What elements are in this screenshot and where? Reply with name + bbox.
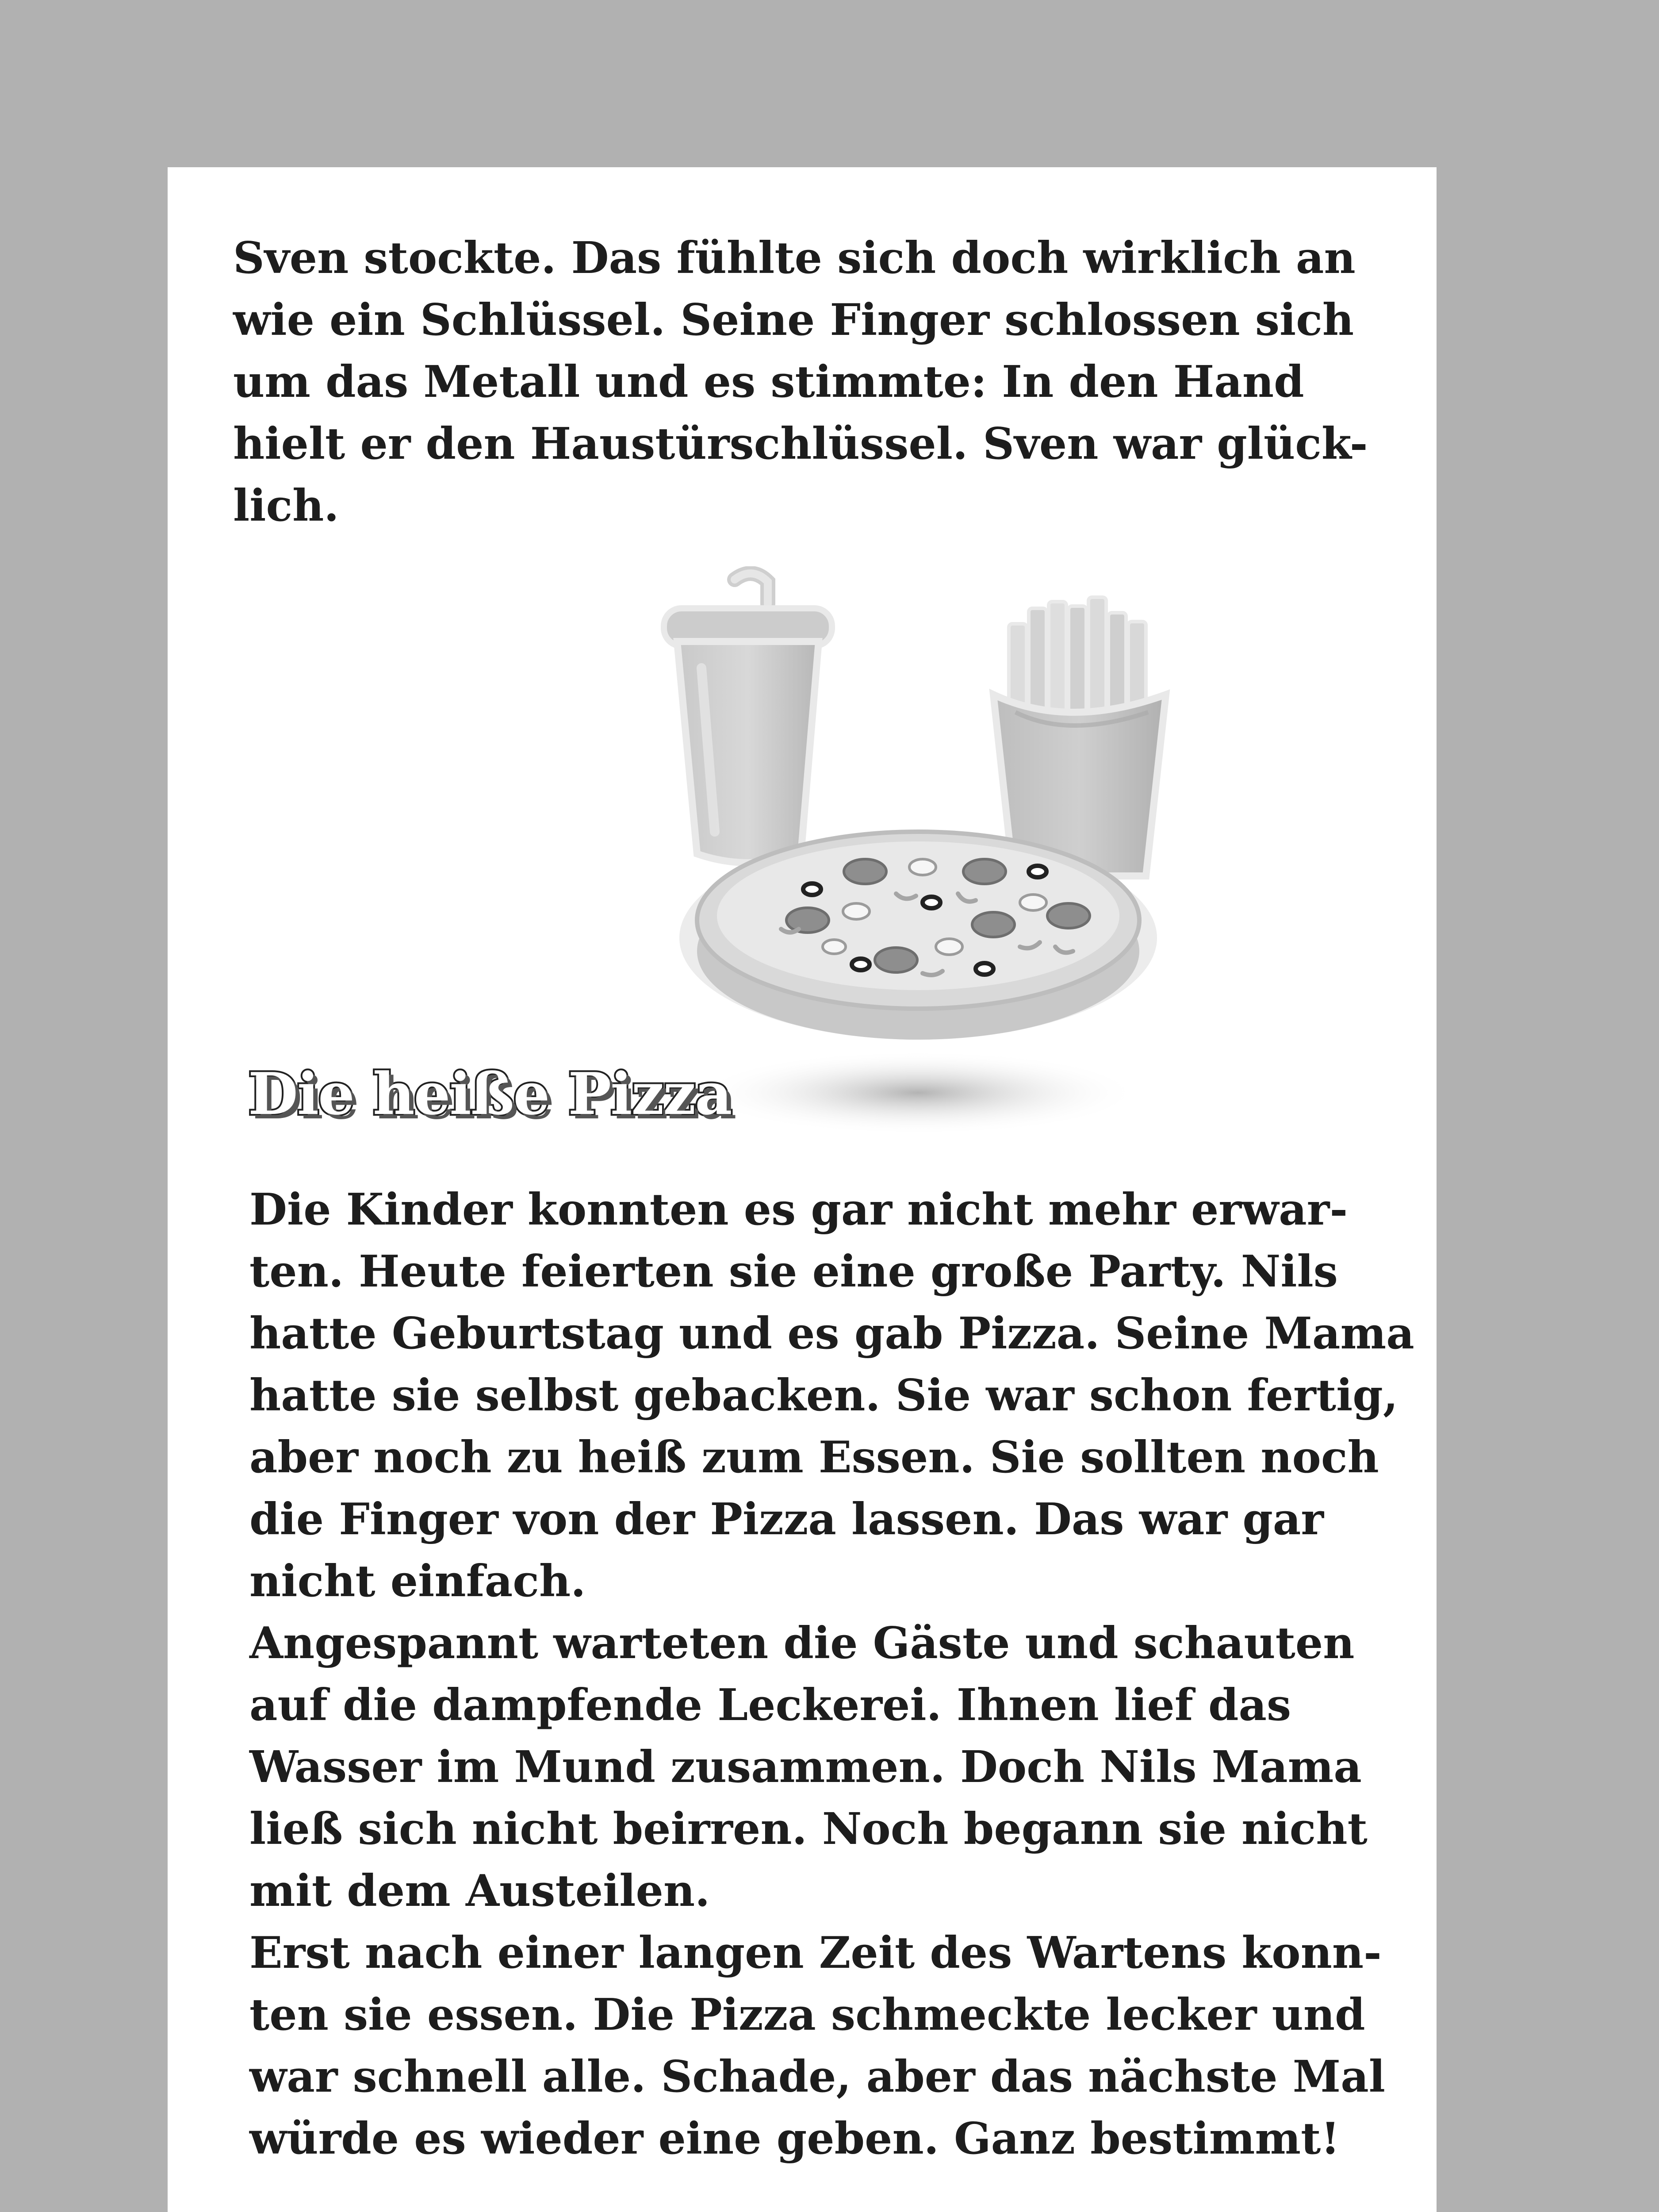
text-line: die Finger von der Pizza lassen. Das war gar — [249, 1494, 1324, 1545]
text-line: ließ sich nicht beirren. Noch begann sie nicht — [249, 1804, 1368, 1855]
pizza-icon — [679, 832, 1157, 1040]
drink-cup-icon — [664, 573, 832, 863]
text-line: aber noch zu heiß zum Essen. Sie sollten noch — [249, 1432, 1379, 1483]
text-line: würde es wieder eine geben. Ganz bestimmt! — [249, 2113, 1340, 2164]
text-line: wie ein Schlüssel. Seine Finger schlossen sich — [233, 295, 1354, 346]
text-line: Angespannt warteten die Gäste und schauten — [249, 1618, 1355, 1669]
intro-paragraph — [233, 227, 1368, 537]
text-line: um das Metall und es stimmte: In den Hand — [233, 357, 1304, 407]
text-line: Wasser im Mund zusammen. Doch Nils Mama — [249, 1742, 1362, 1793]
text-line: hielt er den Haustürschlüssel. Sven war glück- — [233, 419, 1368, 469]
text-line: Die Kinder konnten es gar nicht mehr erwar- — [249, 1184, 1348, 1235]
text-line: ten sie essen. Die Pizza schmeckte lecker und — [249, 1989, 1365, 2040]
text-line: hatte Geburtstag und es gab Pizza. Seine Mama — [249, 1308, 1414, 1359]
book-page — [168, 167, 1437, 2212]
text-line: mit dem Austeilen. — [249, 1866, 710, 1916]
text-line: nicht einfach. — [249, 1556, 586, 1607]
story-paragraph — [249, 1179, 1414, 2170]
pizza-drink-fries-illustration — [648, 566, 1241, 1141]
text-line: auf die dampfende Leckerei. Ihnen lief das — [249, 1680, 1291, 1731]
text-line: war schnell alle. Schade, aber das nächste Mal — [249, 2051, 1385, 2102]
fries-icon — [993, 597, 1166, 876]
text-line: lich. — [233, 480, 339, 531]
story-title: Die heiße Pizza — [248, 1060, 732, 1128]
text-line: Sven stockte. Das fühlte sich doch wirklich an — [233, 233, 1356, 284]
text-line: Erst nach einer langen Zeit des Wartens konn- — [249, 1928, 1382, 1978]
text-line: ten. Heute feierten sie eine große Party. Nils — [249, 1246, 1338, 1297]
text-line: hatte sie selbst gebacken. Sie war schon fertig, — [249, 1370, 1398, 1421]
